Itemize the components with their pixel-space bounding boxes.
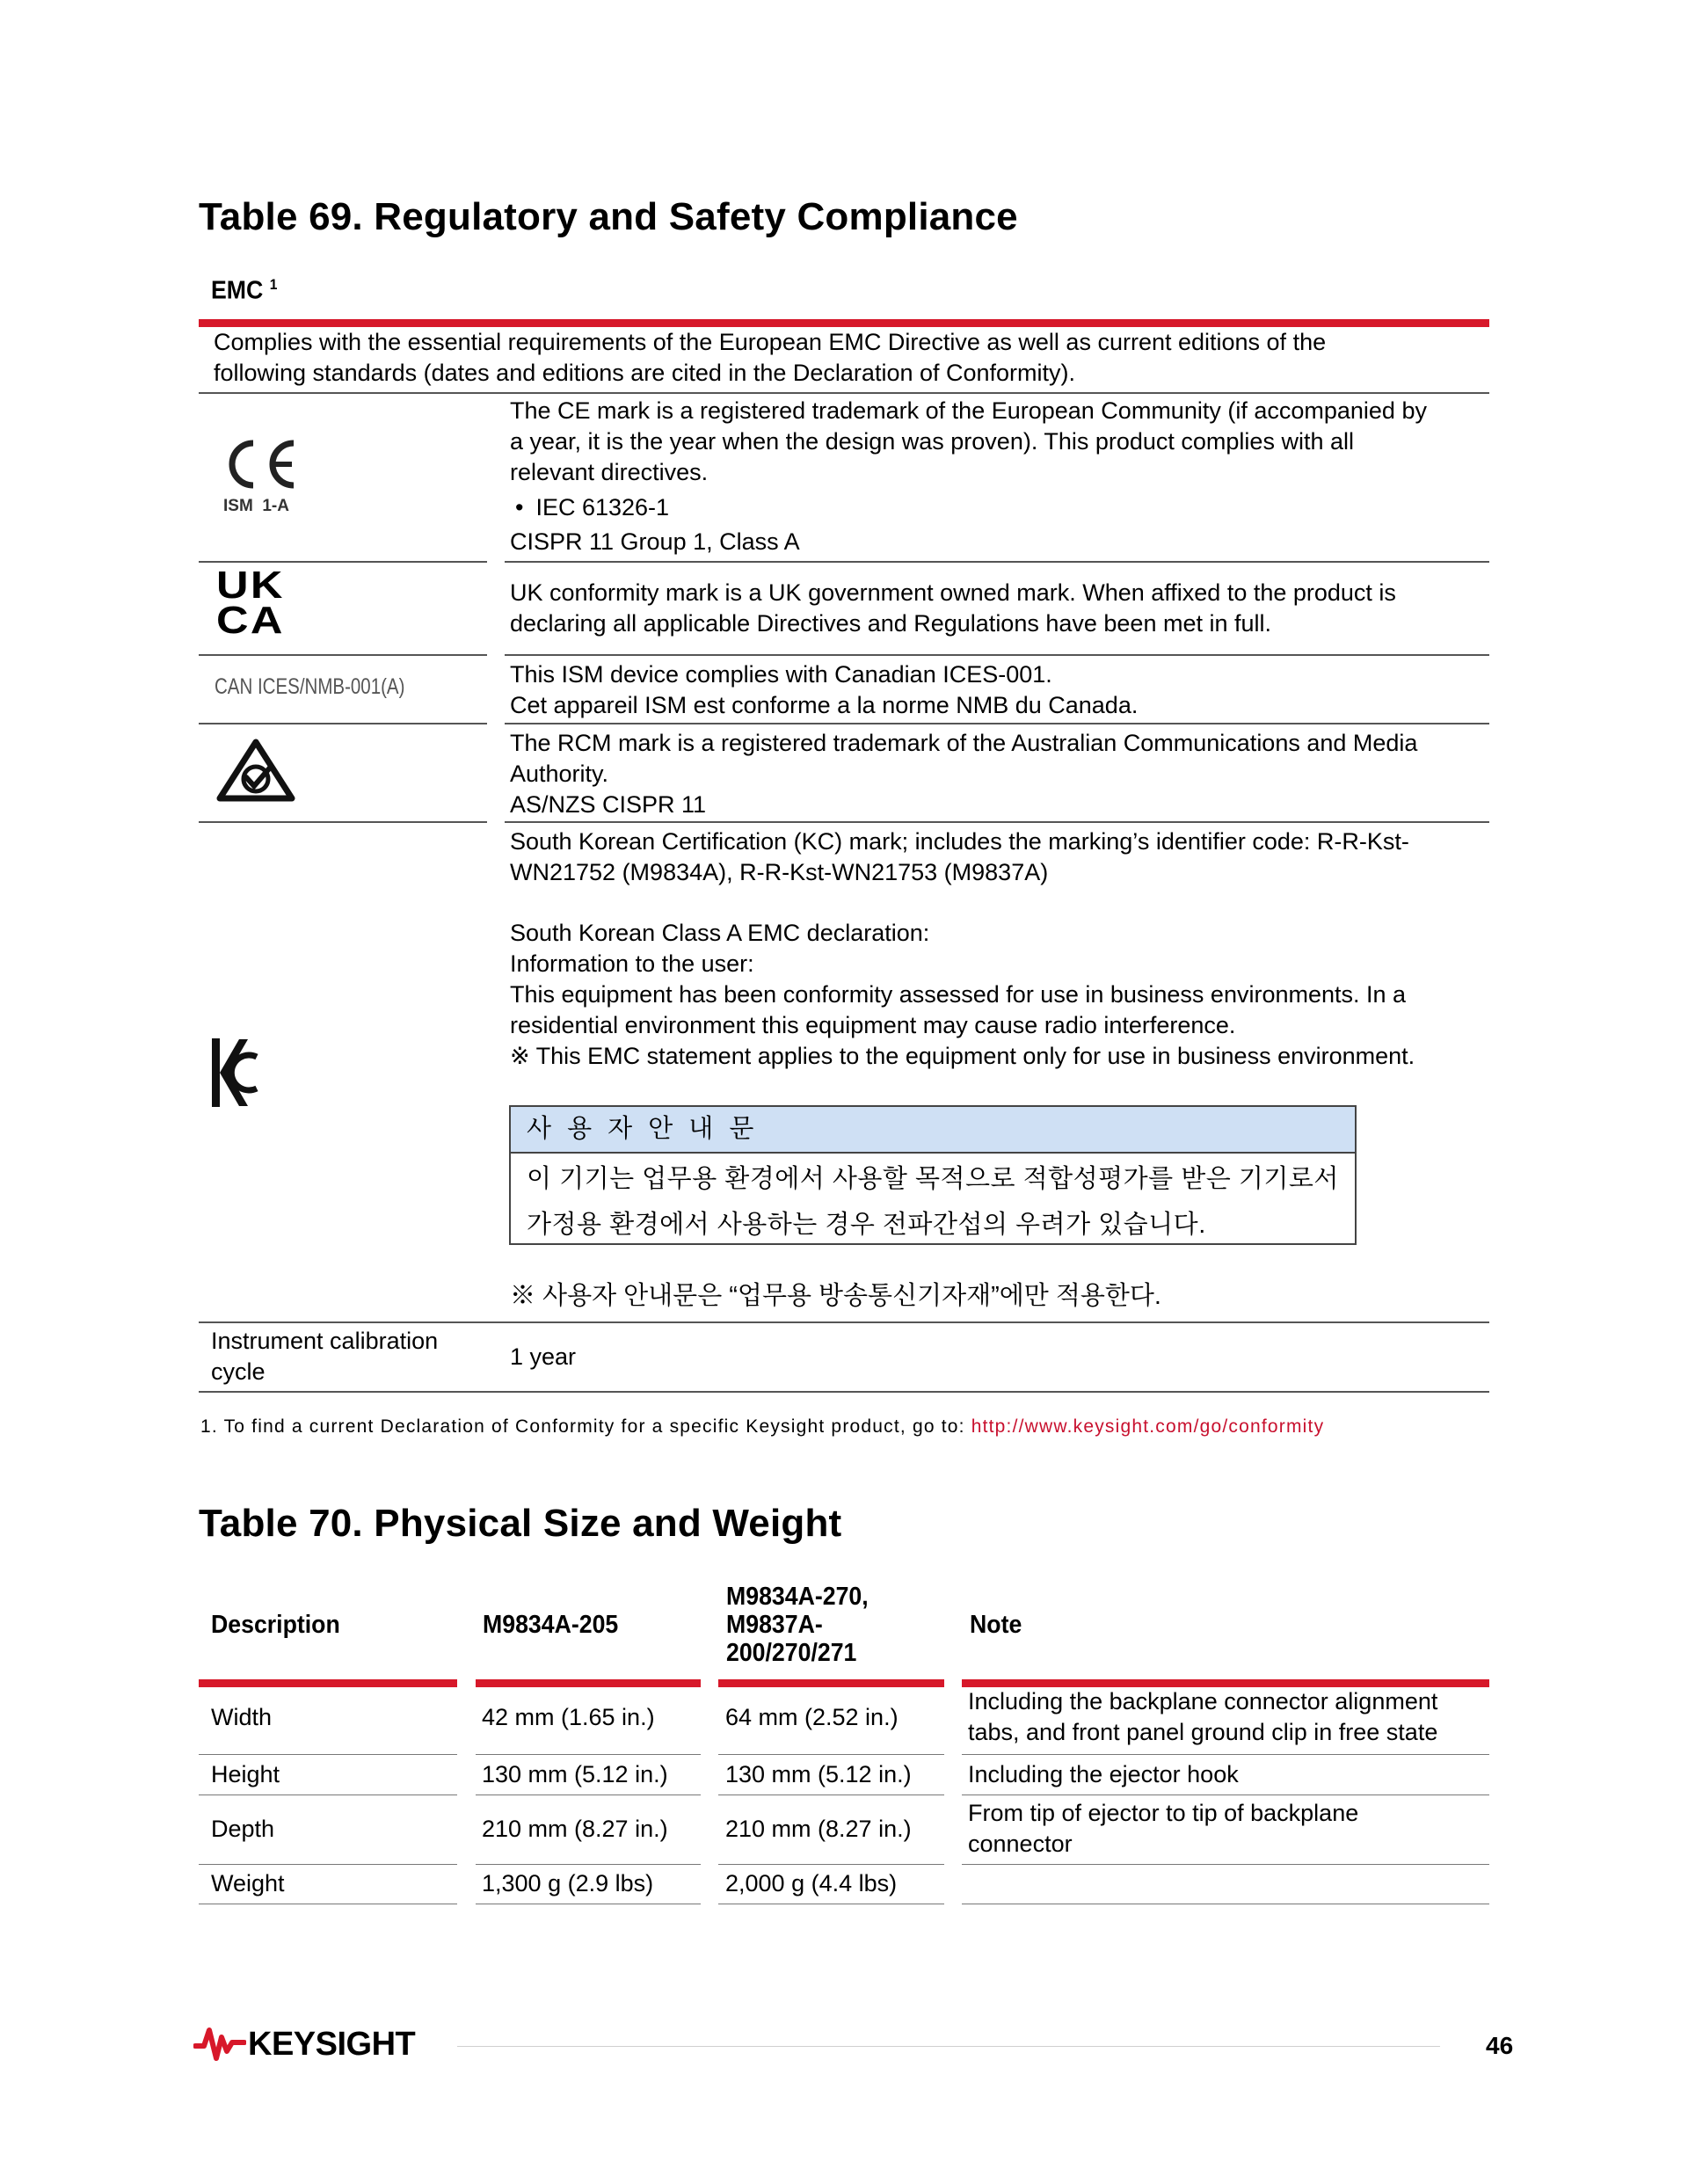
- korean-notice-box: [509, 1105, 1357, 1245]
- emc-intro-line: Complies with the essential requirements of the European EMC Directive as well as current editions of the: [214, 329, 1327, 355]
- row-divider: [199, 821, 487, 823]
- row-divider: [476, 1864, 701, 1865]
- kc-mark-icon: [209, 1036, 258, 1110]
- header-rule: [199, 1679, 457, 1687]
- conformity-link[interactable]: http://www.keysight.com/go/conformity: [971, 1416, 1325, 1437]
- row-divider: [505, 561, 1489, 563]
- ukca-line: UK conformity mark is a UK government owned mark. When affixed to the product is: [510, 579, 1396, 606]
- ce-mark-logo: [223, 438, 302, 516]
- rcm-line: AS/NZS CISPR 11: [510, 791, 707, 818]
- row-width-m205: 42 mm (1.65 in.): [482, 1704, 655, 1730]
- ices-logo: CAN ICES/NMB-001(A): [215, 674, 405, 699]
- row-divider: [199, 723, 487, 724]
- korean-notice-line: 이 기기는 업무용 환경에서 사용할 목적으로 적합성평가를 받은 기기로서: [527, 1165, 1339, 1193]
- calibration-label-line: Instrument calibration: [211, 1328, 439, 1354]
- ukca-text: [510, 578, 1396, 639]
- ukca-line: declaring all applicable Directives and Regulations have been met in full.: [510, 610, 1272, 637]
- korean-note: ※ 사용자 안내문은 “업무용 방송통신기자재”에만 적용한다.: [510, 1282, 1161, 1310]
- korean-notice-heading: 사 용 자 안 내 문: [511, 1107, 1355, 1154]
- row-height-note: [968, 1759, 1239, 1790]
- row-divider: [199, 654, 487, 656]
- keysight-wave-icon: [193, 2025, 246, 2064]
- row-width-note: [968, 1686, 1437, 1748]
- row-divider: [962, 1754, 1489, 1755]
- emc-label: [211, 276, 277, 306]
- ices-line: This ISM device complies with Canadian ICES-001.: [510, 661, 1052, 688]
- note-line: Including the ejector hook: [968, 1761, 1239, 1787]
- calibration-label: [211, 1326, 438, 1387]
- ce-after: CISPR 11 Group 1, Class A: [510, 528, 800, 555]
- row-depth-m205: 210 mm (8.27 in.): [482, 1816, 668, 1842]
- ce-mark-icon: [223, 438, 302, 491]
- ce-line: a year, it is the year when the design was proven). This product complies with all: [510, 428, 1354, 455]
- ce-text: [510, 396, 1427, 557]
- row-width-description: Width: [211, 1704, 273, 1730]
- row-divider: [199, 392, 1489, 394]
- ukca-logo-top: UK: [216, 564, 285, 607]
- emc-intro: [214, 327, 1326, 389]
- header-rule: [718, 1679, 944, 1687]
- kc-line: residential environment this equipment may cause radio interference.: [510, 1012, 1236, 1038]
- ices-text: [510, 659, 1138, 721]
- rcm-mark-icon: [215, 737, 297, 805]
- row-divider: [718, 1864, 944, 1865]
- col-header-line: M9837A-: [726, 1611, 823, 1639]
- kc-line: ※ This EMC statement applies to the equipment only for use in business environment.: [510, 1043, 1415, 1069]
- row-height-m270: 130 mm (5.12 in.): [725, 1761, 912, 1787]
- ce-line: relevant directives.: [510, 459, 709, 485]
- emc-intro-line: following standards (dates and editions are cited in the Declaration of Conformity).: [214, 360, 1076, 386]
- rcm-text: [510, 728, 1417, 820]
- calibration-label-line: cycle: [211, 1358, 266, 1385]
- kc-line: Information to the user:: [510, 950, 754, 977]
- footer-rule: [457, 2046, 1440, 2047]
- row-divider: [476, 1754, 701, 1755]
- page-number: 46: [1486, 2032, 1514, 2059]
- col-header-m9834a-270: [726, 1583, 869, 1667]
- row-divider: [199, 1754, 457, 1755]
- row-weight-description: Weight: [211, 1870, 285, 1896]
- row-divider: [199, 1864, 457, 1865]
- row-divider: [505, 723, 1489, 724]
- ce-bullet: • IEC 61326-1: [510, 492, 1427, 523]
- ce-mark-caption: ISM 1-A: [223, 497, 289, 515]
- ukca-logo-bottom: CA: [216, 599, 285, 642]
- note-line: tabs, and front panel ground clip in free state: [968, 1719, 1438, 1745]
- emc-label-text: EMC: [211, 276, 264, 305]
- col-header-line: 200/270/271: [726, 1639, 857, 1667]
- rcm-line: Authority.: [510, 761, 609, 787]
- row-depth-description: Depth: [211, 1816, 275, 1842]
- table69-title: Table 69. Regulatory and Safety Compliance: [199, 195, 1018, 238]
- note-line: connector: [968, 1831, 1073, 1857]
- header-rule: [476, 1679, 701, 1687]
- kc-line: South Korean Class A EMC declaration:: [510, 920, 930, 946]
- kc-line: This equipment has been conformity assessed for use in business environments. In a: [510, 981, 1407, 1008]
- rcm-line: The RCM mark is a registered trademark of the Australian Communications and Media: [510, 730, 1418, 756]
- table70-title: Table 70. Physical Size and Weight: [199, 1502, 842, 1545]
- kc-line: WN21752 (M9834A), R-R-Kst-WN21753 (M9837A): [510, 859, 1049, 885]
- keysight-brand-text: KEYSIGHT: [248, 2025, 416, 2063]
- kc-line: South Korean Certification (KC) mark; includes the marking’s identifier code: R-R-Kst-: [510, 828, 1409, 855]
- col-header-description: Description: [211, 1611, 340, 1639]
- row-divider: [505, 654, 1489, 656]
- footnote-text: 1. To find a current Declaration of Conformity for a specific Keysight product, go to:: [200, 1416, 971, 1437]
- row-divider: [199, 561, 487, 563]
- footnote: [200, 1416, 1324, 1438]
- col-header-m9834a-205: M9834A-205: [483, 1611, 619, 1639]
- emc-footnote-ref: 1: [269, 276, 278, 293]
- row-divider: [199, 1321, 1489, 1323]
- calibration-value: 1 year: [510, 1343, 577, 1370]
- row-divider: [505, 821, 1489, 823]
- row-divider: [718, 1754, 944, 1755]
- rcm-logo: [215, 737, 297, 810]
- row-height-m205: 130 mm (5.12 in.): [482, 1761, 668, 1787]
- row-divider: [962, 1864, 1489, 1865]
- table-bottom-rule: [199, 1391, 1489, 1393]
- ce-line: The CE mark is a registered trademark of the European Community (if accompanied by: [510, 397, 1427, 424]
- keysight-logo: [193, 2025, 415, 2064]
- col-header-note: Note: [970, 1611, 1022, 1639]
- emc-header-rule: [199, 319, 1489, 327]
- row-weight-m270: 2,000 g (4.4 lbs): [725, 1870, 898, 1896]
- row-depth-m270: 210 mm (8.27 in.): [725, 1816, 912, 1842]
- korean-notice-line: 가정용 환경에서 사용하는 경우 전파간섭의 우려가 있습니다.: [527, 1211, 1206, 1239]
- kc-text: [510, 826, 1415, 1072]
- row-width-m270: 64 mm (2.52 in.): [725, 1704, 899, 1730]
- row-depth-note: [968, 1798, 1358, 1860]
- ices-line: Cet appareil ISM est conforme a la norme NMB du Canada.: [510, 692, 1139, 718]
- kc-logo: [209, 1036, 258, 1114]
- row-weight-m205: 1,300 g (2.9 lbs): [482, 1870, 654, 1896]
- row-height-description: Height: [211, 1761, 280, 1787]
- note-line: From tip of ejector to tip of backplane: [968, 1800, 1359, 1826]
- note-line: Including the backplane connector alignment: [968, 1688, 1438, 1714]
- col-header-line: M9834A-270,: [726, 1583, 869, 1611]
- korean-notice-body: [527, 1156, 1339, 1248]
- ukca-logo: [216, 564, 285, 642]
